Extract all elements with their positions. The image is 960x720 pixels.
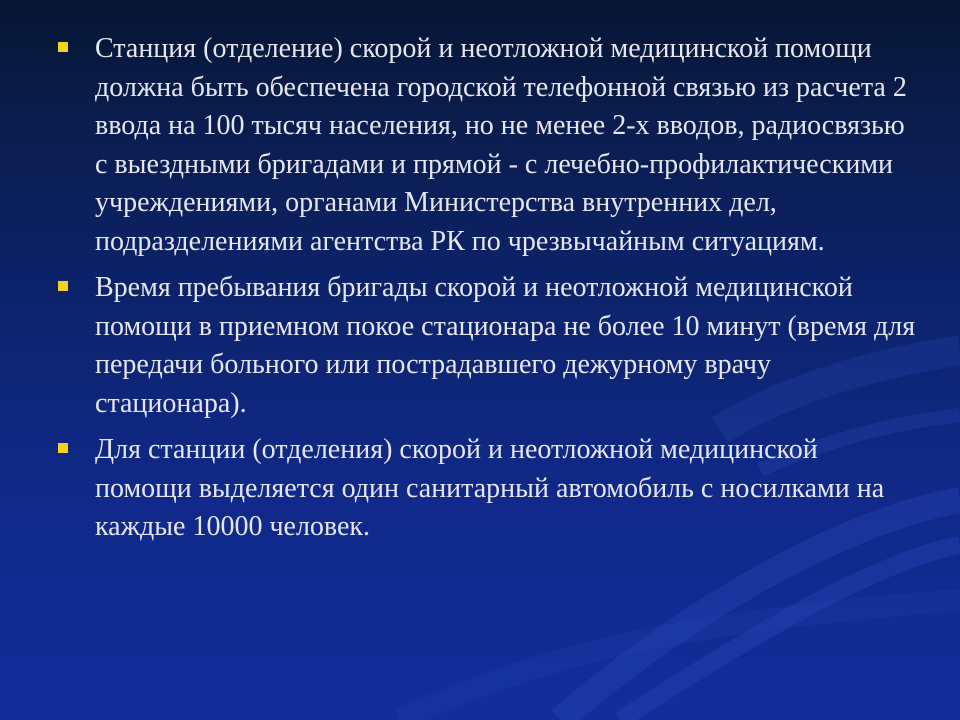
- bullet-list: [58, 30, 918, 555]
- bullet-square-icon: [58, 281, 68, 291]
- bullet-text-3: Для станции (отделения) скорой и неотложной медицинской помощи выделяется один санитарный автомобиль с носилками на каждые 10000 человек.: [95, 434, 885, 542]
- bullet-text-2: Время пребывания бригады скорой и неотложной медицинской помощи в приемном покое стационара не более 10 минут (время для передачи больного или пострадавшего дежурному врачу стационара).: [95, 272, 916, 419]
- bullet-text-1: Станция (отделение) скорой и неотложной медицинской помощи должна быть обеспечена городской телефонной связью из расчета 2 ввода на 100 тысяч населения, но не менее 2-х вводов, радиосвязью с выездными бригадами и прямой - с лечебно-профилактическими учреждениями, органами Министерства внутренних дел, подразделениями агентства РК по чрезвычайным ситуациям.: [95, 33, 907, 257]
- swirl-arc-5: [400, 600, 960, 720]
- bullet-square-icon: [58, 42, 68, 52]
- bullet-square-icon: [58, 443, 68, 453]
- bullet-item-3: [58, 431, 918, 547]
- bullet-item-1: [58, 30, 918, 261]
- swirl-arc-2: [620, 545, 960, 720]
- bullet-item-2: [58, 269, 918, 423]
